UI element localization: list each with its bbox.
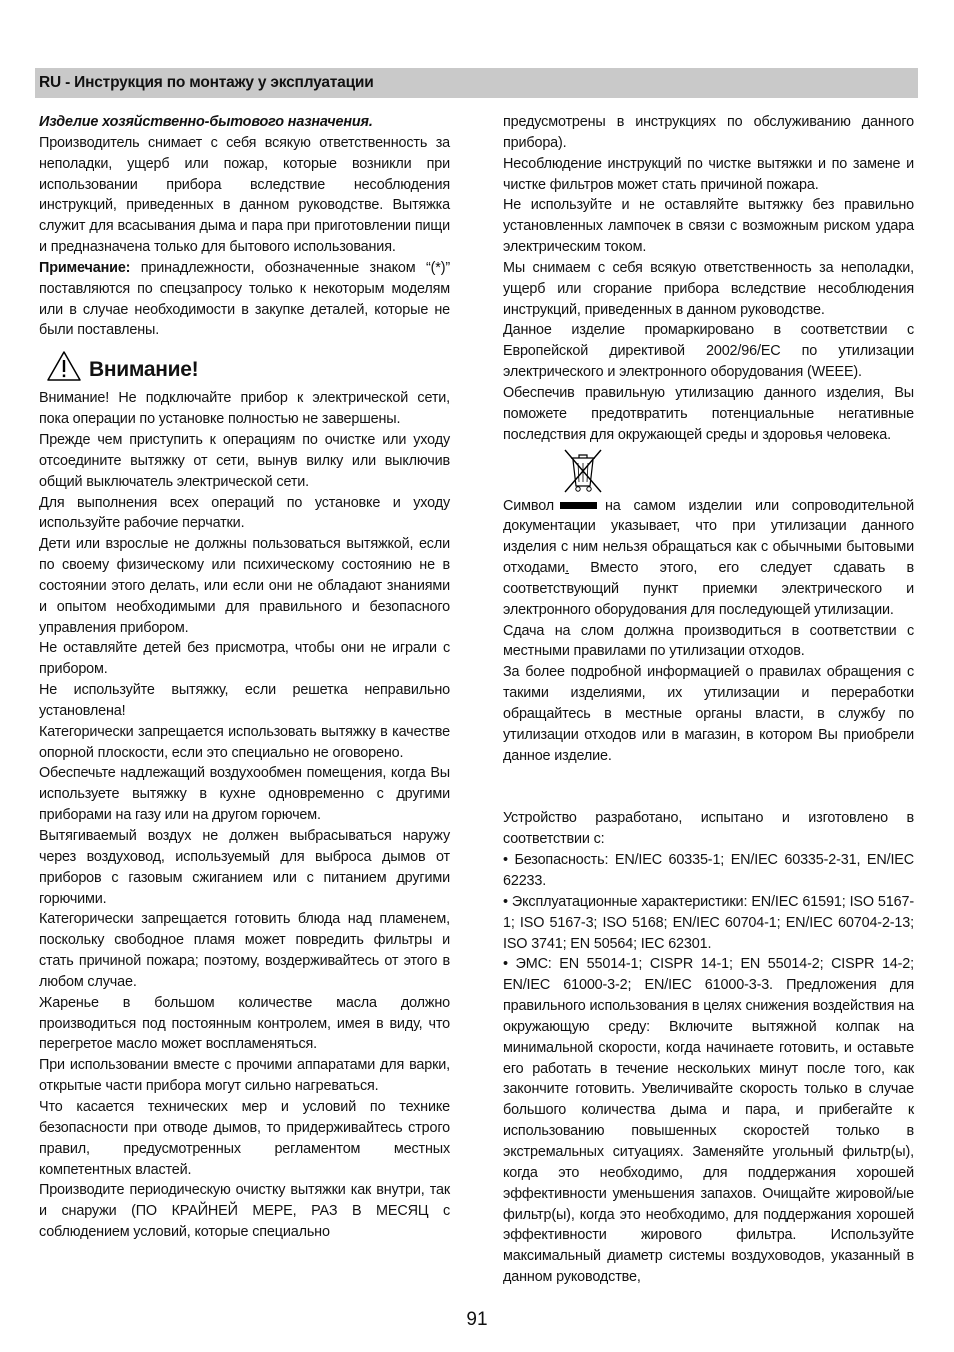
paragraph: Не используйте и не оставляйте вытяжку без правильно установленных лампочек в связи с возможным риском удара электрическим током.: [503, 197, 914, 256]
warning-title: Внимание!: [89, 357, 199, 381]
intro-paragraph: Производитель снимает с себя всякую ответственность за неполадки, ущерб или пожар, которые возникли при использовании прибора вследствие несоблюдения инструкций, приведенных в данном руководстве. Вытяжка служит для всасывания дыма и пара при приготовлении пищи и предназначена только для бытового использования.: [39, 134, 450, 256]
left-column: [39, 112, 450, 1243]
symbol-underlined: .: [565, 560, 569, 577]
crossed-out-bin-icon: [561, 446, 605, 494]
warning-paragraph: Для выполнения всех операций по установке и уходу используйте рабочие перчатки.: [39, 494, 450, 532]
warning-paragraph: Жаренье в большом количестве масла должно производиться под постоянным контролем, имея в виду, что перегретое масло может воспламеняться.: [39, 994, 450, 1053]
symbol-word: Символ: [503, 497, 554, 514]
warning-paragraph: Что касается технических мер и условий по технике безопасности при отводе дымов, то придерживайтесь строго правил, предусмотренных регламентом местных компетентных властей.: [39, 1098, 450, 1178]
warning-paragraph: При использовании вместе с прочими аппаратами для варки, открытые части прибора могут сильно нагреваться.: [39, 1057, 450, 1095]
paragraph: Сдача на слом должна производиться в соответствии с местными правилами по утилизации отходов.: [503, 622, 914, 660]
warning-paragraph: Внимание! Не подключайте прибор к электрической сети, пока операции по установке полностью не завершены.: [39, 390, 450, 428]
warning-paragraph: Прежде чем приступить к операциям по очистке или уходу отсоедините вытяжку от сети, вынув вилку или выключив общий выключатель электрической сети.: [39, 431, 450, 490]
section-header: [35, 68, 918, 98]
paragraph: Несоблюдение инструкций по чистке вытяжки и по замене и чистке фильтров может стать причиной пожара.: [503, 155, 914, 193]
weee-bar-symbol: [560, 502, 597, 509]
warning-paragraph: Категорически запрещается готовить блюда над пламенем, поскольку свободное пламя может повредить фильтры и стать причиной пожара; поэтому, воздерживайтесь от этого в любом случае.: [39, 911, 450, 990]
paragraph: Устройство разработано, испытано и изготовлено в соответствии с:: [503, 810, 914, 848]
symbol-text: на самом изделии или сопроводительной документации указывает, что при утилизации данного изделия с ним нельзя обращаться как с обычными бытовыми отходами: [503, 497, 914, 577]
intro-title: Изделие хозяйственно-бытового назначения.: [39, 114, 373, 130]
note-label: Примечание:: [39, 259, 131, 276]
page-number: 91: [466, 1309, 488, 1330]
paragraph: предусмотрены в инструкциях по обслуживанию данного прибора).: [503, 114, 914, 151]
paragraph: Обеспечив правильную утилизацию данного изделия, Вы поможете предотвратить потенциальные негативные последствия для окружающей среды и здоровья человека.: [503, 384, 914, 443]
warning-paragraph: Производите периодическую очистку вытяжки как внутри, так и снаружи (ПО КРАЙНЕЙ МЕРЕ, РАЗ В МЕСЯЦ с соблюдением условий, которые специально: [39, 1182, 450, 1241]
symbol-text-continued: Вместо этого, его следует сдавать в соответствующий пункт приемки электрического и электронного оборудования для последующей утилизации.: [503, 560, 914, 618]
warning-paragraph: Дети или взрослые не должны пользоваться вытяжкой, если по своему физическому или психическому состоянию не в состоянии этого делать, или если они не обладают знаниями и опытом необходимыми для правильного и безопасного управления прибором.: [39, 536, 450, 636]
warning-paragraph: Обеспечьте надлежащий воздухообмен помещения, когда Вы используете вытяжку в кухне одновременно с другими приборами на газу или на другом горючем.: [39, 765, 450, 824]
warning-paragraph: Вытягиваемый воздух не должен выбрасываться наружу через воздуховод, используемый для выброса дымов от приборов с газовым сжиганием или с питанием другими горючими.: [39, 828, 450, 907]
standards-item: • ЭМС: EN 55014-1; CISPR 14-1; EN 55014-2; CISPR 14-2; EN/IEC 61000-3-2; EN/IEC 61000-3-3. Предложения для правильного использования в целях снижения воздействия на окружающую среду: Включите вытяжной колпак на минимальной скорости, когда начинаете готовить, и оставьте его работать в течение нескольких минут после того, как закончите готовить. Увеличивайте скорость только в случае большого количества дыма и пара, и прибегайте к использованию повышенных скоростей только в экстремальных ситуациях. Заменяйте угольный фильтр(ы), когда это необходимо, для поддержания хорошей эффективности уменьшения запахов. Очищайте жировой/ые фильтр(ы), когда это необходимо, для поддержания хорошей эффективности жирового фильтра. Используйте максимальный диаметр системы воздуховодов, указанный в данном руководстве,: [503, 956, 914, 1286]
weee-symbol-row: [503, 446, 914, 496]
warning-paragraph: Категорически запрещается использовать вытяжку в качестве опорной плоскости, если это специально не оговорено.: [39, 723, 450, 761]
paragraph: За более подробной информацией о правилах обращения с такими изделиями, их утилизации и переработки обращайтесь в местные органы власти, в службу по утилизации отходов или в магазин, в котором Вы приобрели данное изделие.: [503, 664, 914, 764]
warning-heading: [39, 344, 450, 388]
warning-paragraph: Не используйте вытяжку, если решетка неправильно установлена!: [39, 682, 450, 719]
standards-item: • Безопасность: EN/IEC 60335-1; EN/IEC 60335-2-31, EN/IEC 62233.: [503, 852, 914, 889]
right-column: [503, 112, 914, 1288]
paragraph: Мы снимаем с себя всякую ответственность за неполадки, ущерб или сгорание прибора вследствие несоблюдения инструкций, приведенных в данном руководстве.: [503, 259, 914, 318]
warning-triangle-icon: [46, 350, 82, 382]
symbol-paragraph: [503, 496, 914, 621]
note-paragraph: [39, 258, 450, 341]
spacer: [503, 787, 914, 808]
paragraph: Данное изделие промаркировано в соответствии с Европейской директивой 2002/96/EC по утилизации электрического и электронного оборудования (WEEE).: [503, 322, 914, 381]
section-title: RU - Инструкция по монтажу у эксплуатации: [39, 74, 374, 91]
spacer: [503, 766, 914, 787]
warning-paragraph: Не оставляйте детей без присмотра, чтобы они не играли с прибором.: [39, 640, 450, 678]
note-text: принадлежности, обозначенные знаком “(*)” поставляются по спецзапросу только к некоторым моделям или в случае необходимости в закупке деталей, которые не были поставлены.: [39, 259, 450, 339]
standards-item: • Эксплуатационные характеристики: EN/IEC 61591; ISO 5167-1; ISO 5167-3; ISO 5168; EN/IEC 60704-1; EN/IEC 60704-2-13; ISO 3741; EN 50564; IEC 62301.: [503, 893, 914, 952]
